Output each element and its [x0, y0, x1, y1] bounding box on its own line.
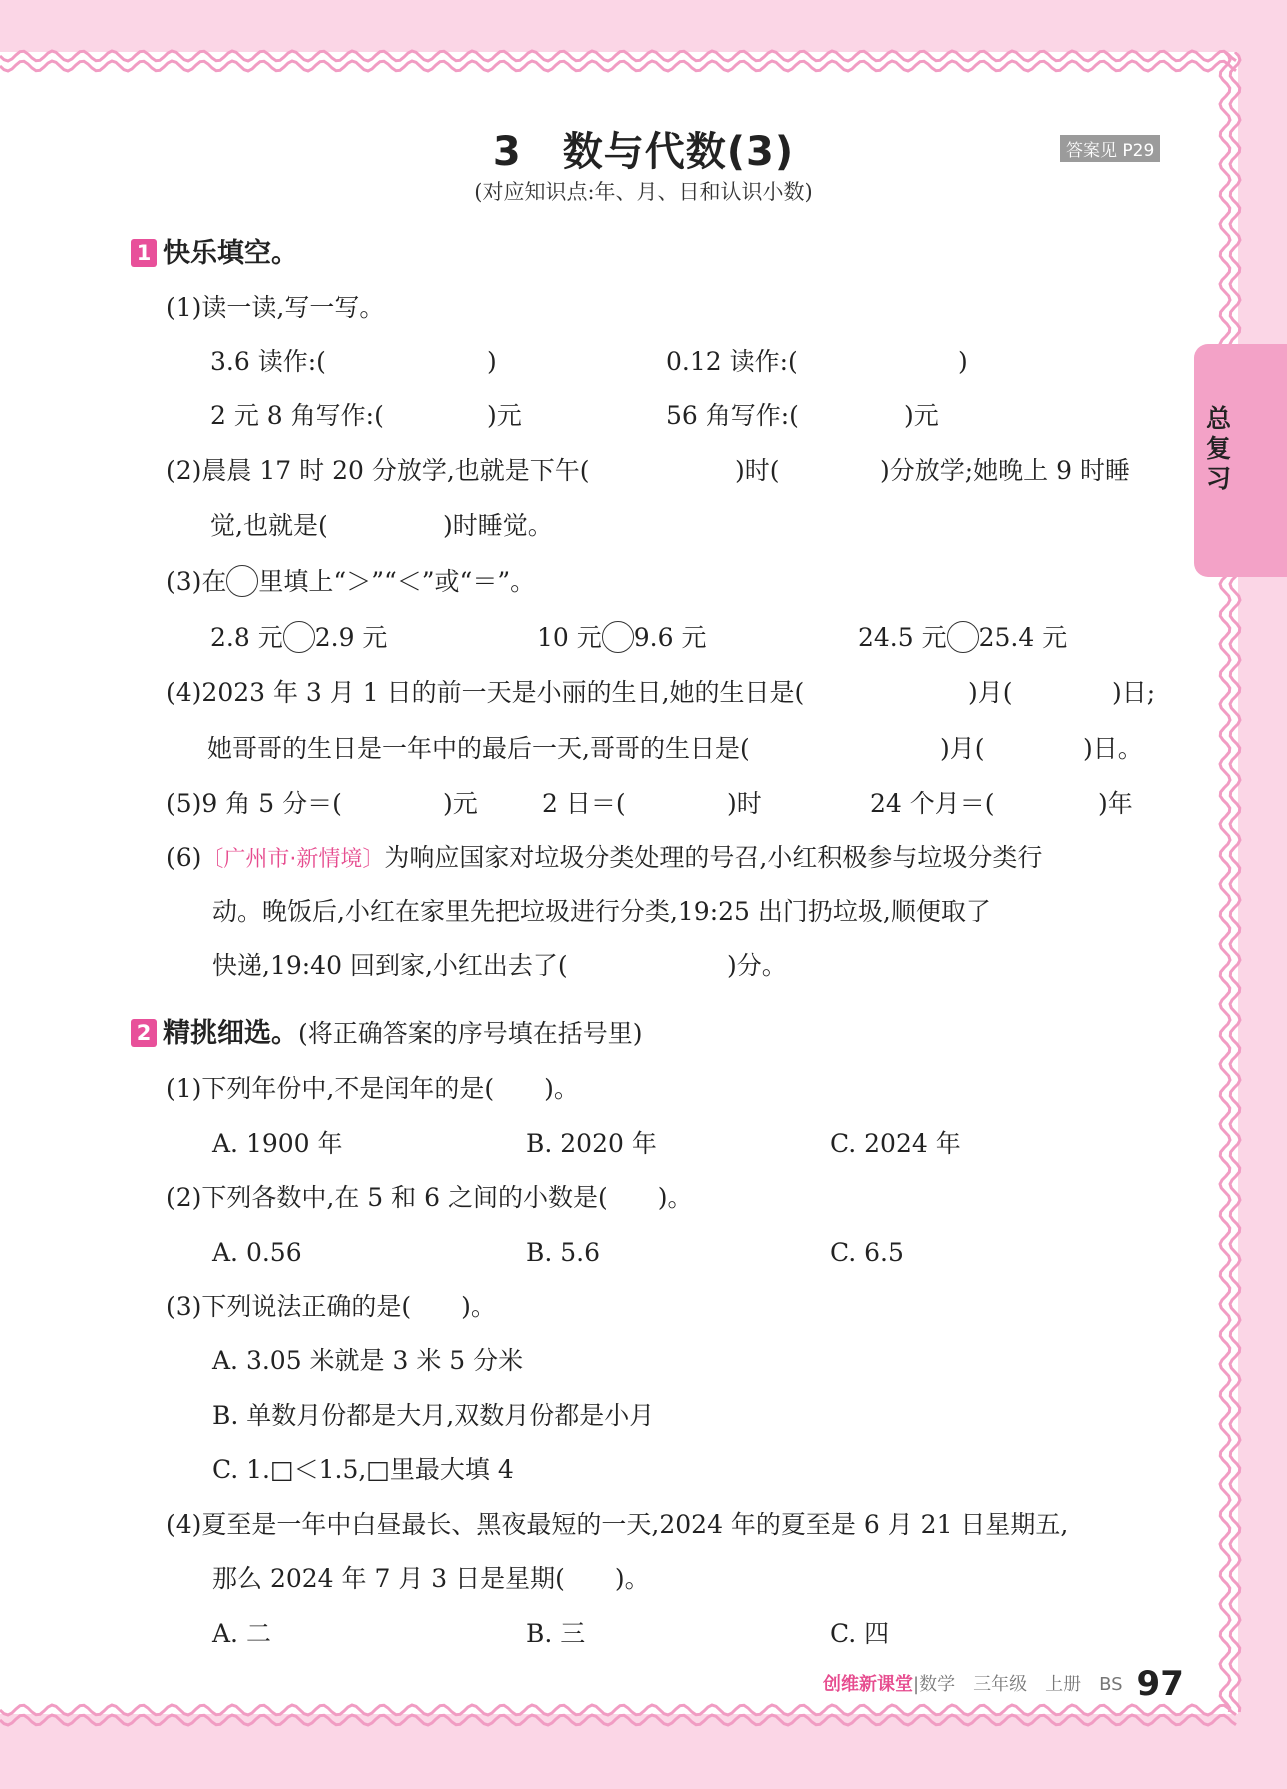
s1-q6-line1: [166, 842, 1042, 876]
page-number: 97: [1136, 1664, 1184, 1704]
s1-q3-item2-left: 10 元: [537, 623, 602, 652]
s2-q4-option-a: A. 二: [212, 1619, 271, 1648]
s2-q1-option-a: A. 1900 年: [212, 1129, 343, 1158]
s1-q3-label: [166, 565, 535, 598]
s1-q2-part4: 觉,也就是(: [210, 511, 328, 540]
s2-q3-option-a: A. 3.05 米就是 3 米 5 分米: [212, 1346, 524, 1375]
s2-q2-option-c: C. 6.5: [830, 1238, 904, 1267]
section2-badge: 2: [131, 1019, 157, 1047]
page-footer: [823, 1664, 1184, 1704]
s1-q4-part3: )日;: [1112, 678, 1156, 707]
footer-brand: 创维新课堂: [823, 1674, 913, 1695]
s1-q1c-close: )元: [487, 401, 522, 430]
section2-note: (将正确答案的序号填在括号里): [298, 1019, 643, 1048]
compare-circle-icon[interactable]: [283, 621, 315, 653]
s1-q4-part6: )日。: [1083, 734, 1143, 763]
s1-q3-item3-right: 25.4 元: [978, 623, 1068, 652]
s1-q4-part1: (4)2023 年 3 月 1 日的前一天是小丽的生日,她的生日是(: [166, 678, 805, 707]
compare-circle-icon[interactable]: [602, 621, 634, 653]
page-subtitle: (对应知识点:年、月、日和认识小数): [474, 180, 813, 204]
s1-q5-c-text: 24 个月＝(: [870, 789, 995, 818]
s2-q3-option-c: C. 1.□＜1.5,□里最大填 4: [212, 1455, 514, 1484]
s1-q5-a-text: (5)9 角 5 分＝(: [166, 789, 342, 818]
s1-q4-part5: )月(: [940, 734, 985, 763]
s1-q5-b-unit: )时: [727, 789, 762, 818]
s1-q2-part2: )时(: [735, 456, 780, 485]
s1-q4-part4: 她哥哥的生日是一年中的最后一天,哥哥的生日是(: [207, 734, 750, 763]
s1-q2-part3: )分放学;她晚上 9 时睡: [880, 456, 1130, 485]
s1-q1-label: (1)读一读,写一写。: [166, 293, 385, 322]
s1-q2-part1: (2)晨晨 17 时 20 分放学,也就是下午(: [166, 456, 590, 485]
s2-q4-stem1: (4)夏至是一年中白昼最长、黑夜最短的一天,2024 年的夏至是 6 月 21 日星期五,: [166, 1510, 1069, 1539]
s2-q1-stem: (1)下列年份中,不是闰年的是( )。: [166, 1074, 579, 1103]
s2-q2-stem: (2)下列各数中,在 5 和 6 之间的小数是( )。: [166, 1183, 693, 1212]
s1-q3-label-b: 里填上“＞”“＜”或“＝”。: [258, 567, 536, 596]
footer-info: 数学 三年级 上册 BS: [919, 1674, 1123, 1695]
s1-q5-a-unit: )元: [443, 789, 478, 818]
s1-q6-num: (6): [166, 843, 202, 872]
s1-q6-context-tag: 〔广州市·新情境〕: [201, 847, 385, 872]
s1-q2-part5: )时睡觉。: [443, 511, 553, 540]
s1-q3-item1-right: 2.9 元: [314, 623, 388, 652]
s1-q1d-close: )元: [904, 401, 939, 430]
s1-q6-line2: 动。晚饭后,小红在家里先把垃圾进行分类,19:25 出门扔垃圾,顺便取了: [212, 897, 991, 926]
section1-badge: 1: [131, 239, 157, 267]
section1-title: 快乐填空。: [163, 238, 298, 269]
s1-q5-c-unit: )年: [1098, 789, 1133, 818]
s2-q1-option-c: C. 2024 年: [830, 1129, 961, 1158]
compare-circle-icon[interactable]: [947, 621, 979, 653]
s1-q1a-close: ): [487, 347, 497, 376]
s1-q1b-close: ): [958, 347, 968, 376]
s1-q1b-text: 0.12 读作:(: [666, 347, 798, 376]
right-wave-border: [1213, 52, 1249, 1714]
s2-q4-stem2: 那么 2024 年 7 月 3 日是星期( )。: [212, 1564, 650, 1593]
s2-q3-stem: (3)下列说法正确的是( )。: [166, 1292, 496, 1321]
top-wave-border: [0, 42, 1238, 82]
s1-q3-item2-right: 9.6 元: [633, 623, 707, 652]
s1-q3-item3-left: 24.5 元: [858, 623, 947, 652]
s1-q3-item1: [210, 621, 387, 654]
footer-divider: |: [913, 1674, 920, 1695]
section2-heading: [131, 1018, 643, 1050]
s1-q3-item2: [537, 621, 706, 654]
s1-q3-item1-left: 2.8 元: [210, 623, 283, 652]
s2-q4-option-b: B. 三: [526, 1619, 586, 1648]
s1-q6-line3a: 快递,19:40 回到家,小红出去了(: [212, 951, 568, 980]
s2-q1-option-b: B. 2020 年: [526, 1129, 657, 1158]
s1-q3-item3: [858, 621, 1067, 654]
s1-q4-part2: )月(: [968, 678, 1013, 707]
s1-q3-label-a: (3)在: [166, 567, 227, 596]
s1-q6-text1: 为响应国家对垃圾分类处理的号召,小红积极参与垃圾分类行: [384, 843, 1043, 872]
s2-q2-option-a: A. 0.56: [212, 1238, 302, 1267]
answer-reference-tag: 答案见 P29: [1060, 135, 1160, 162]
page-title: 3 数与代数(3): [492, 129, 795, 175]
s2-q4-option-c: C. 四: [830, 1619, 890, 1648]
s2-q3-option-b: B. 单数月份都是大月,双数月份都是小月: [212, 1401, 655, 1430]
s1-q6-line3b: )分。: [727, 951, 787, 980]
section2-title: 精挑细选。: [163, 1018, 298, 1049]
s1-q1d-text: 56 角写作:(: [666, 401, 799, 430]
side-tab-review: [1194, 344, 1287, 577]
section1-heading: [131, 238, 298, 270]
s2-q2-option-b: B. 5.6: [526, 1238, 601, 1267]
compare-circle-icon: [226, 565, 258, 597]
s1-q1a-text: 3.6 读作:(: [210, 347, 326, 376]
s1-q1c-text: 2 元 8 角写作:(: [210, 401, 384, 430]
side-tab-label: 总复习: [1206, 404, 1232, 493]
s1-q5-b-text: 2 日＝(: [542, 789, 626, 818]
